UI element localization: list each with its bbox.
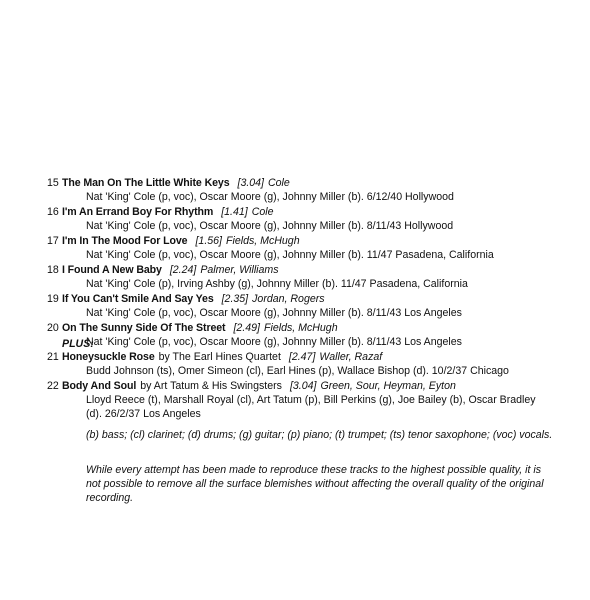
track-title: On The Sunny Side Of The Street xyxy=(62,322,226,334)
track-number: 20 xyxy=(47,322,59,334)
track-duration: [2.35] xyxy=(221,293,249,305)
track-number: 21 xyxy=(47,351,59,363)
track-item xyxy=(47,263,567,291)
track-duration: [1.56] xyxy=(195,235,222,247)
track-item xyxy=(47,234,567,262)
track-list xyxy=(47,176,567,350)
track-personnel: Nat 'King' Cole (p, voc), Oscar Moore (g), Johnny Miller (b). 8/11/43 Hollywood xyxy=(86,220,454,232)
track-duration: [3.04] xyxy=(237,177,265,189)
track-title: If You Can't Smile And Say Yes xyxy=(62,293,214,305)
track-number: 19 xyxy=(47,293,59,305)
track-duration: [2.24] xyxy=(169,264,197,276)
track-personnel: Nat 'King' Cole (p, voc), Oscar Moore (g), Johnny Miller (b). 8/11/43 Los Angeles xyxy=(86,307,462,319)
track-personnel: Nat 'King' Cole (p, voc), Oscar Moore (g), Johnny Miller (b). 6/12/40 Hollywood xyxy=(86,191,454,203)
track-personnel: Budd Johnson (ts), Omer Simeon (cl), Earl Hines (p), Wallace Bishop (d). 10/2/37 Chicago xyxy=(86,365,509,377)
track-title: Honeysuckle Rose xyxy=(62,351,155,363)
track-number: 16 xyxy=(47,206,59,218)
track-composers: Fields, McHugh xyxy=(226,235,300,247)
track-duration: [1.41] xyxy=(221,206,248,218)
track-personnel: Nat 'King' Cole (p), Irving Ashby (g), Johnny Miller (b). 11/47 Pasadena, California xyxy=(86,278,468,290)
track-item xyxy=(47,176,567,204)
track-number: 22 xyxy=(47,380,59,392)
track-item xyxy=(47,379,567,421)
bonus-track-list xyxy=(47,350,567,422)
track-composers: Jordan, Rogers xyxy=(252,293,325,305)
track-number: 17 xyxy=(47,235,59,247)
track-composers: Cole xyxy=(268,177,290,189)
track-composers: Palmer, Williams xyxy=(200,264,279,276)
track-duration: [2.49] xyxy=(233,322,260,334)
track-personnel: Nat 'King' Cole (p, voc), Oscar Moore (g), Johnny Miller (b). 8/11/43 Los Angeles xyxy=(86,336,462,348)
track-composers: Green, Sour, Heyman, Eyton xyxy=(320,380,456,392)
track-item xyxy=(47,321,567,349)
abbreviations-key: (b) bass; (cl) clarinet; (d) drums; (g) guitar; (p) piano; (t) trumpet; (ts) tenor saxophone; (voc) vocals. xyxy=(86,429,553,441)
track-title: The Man On The Little White Keys xyxy=(62,177,230,189)
track-title: I'm An Errand Boy For Rhythm xyxy=(62,206,214,218)
track-personnel: Nat 'King' Cole (p, voc), Oscar Moore (g), Johnny Miller (b). 11/47 Pasadena, California xyxy=(86,249,494,261)
track-title: I Found A New Baby xyxy=(62,264,162,276)
track-duration: [2.47] xyxy=(288,351,316,363)
track-artist: by Art Tatum & His Swingsters xyxy=(140,380,282,392)
track-item xyxy=(47,350,567,378)
disclaimer-text: While every attempt has been made to reproduce these tracks to the highest possible quality, it is not possible to remove all the surface blemishes without affecting the overall quality of the original recording. xyxy=(86,464,544,504)
track-number: 15 xyxy=(47,177,59,189)
track-artist: by The Earl Hines Quartet xyxy=(158,351,281,363)
track-item xyxy=(47,292,567,320)
track-duration: [3.04] xyxy=(289,380,317,392)
track-personnel: Lloyd Reece (t), Marshall Royal (cl), Art Tatum (p), Bill Perkins (g), Joe Bailey (b), Oscar Bradley (d). 26/2/37 Los Angeles xyxy=(86,394,536,420)
track-title: I'm In The Mood For Love xyxy=(62,235,188,247)
track-number: 18 xyxy=(47,264,59,276)
track-title: Body And Soul xyxy=(62,380,137,392)
track-composers: Waller, Razaf xyxy=(319,351,383,363)
track-composers: Fields, McHugh xyxy=(264,322,338,334)
track-composers: Cole xyxy=(251,206,274,218)
track-item xyxy=(47,205,567,233)
plus-heading: PLUS: xyxy=(62,338,94,350)
